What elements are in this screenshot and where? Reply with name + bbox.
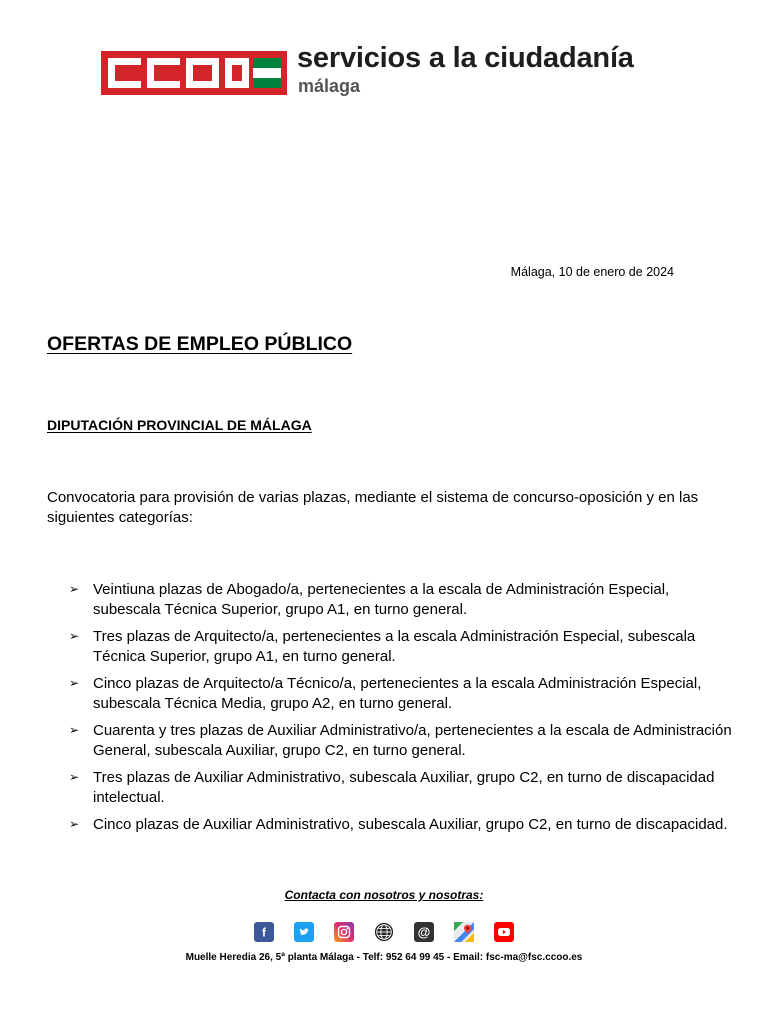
arrow-bullet-icon: ➢ <box>69 629 80 643</box>
brand-title: servicios a la ciudadanía <box>297 42 634 74</box>
arrow-bullet-icon: ➢ <box>69 817 80 831</box>
list-item <box>69 627 733 666</box>
instagram-icon[interactable] <box>334 922 354 942</box>
ccoo-logo-graphic <box>101 51 287 95</box>
positions-list <box>0 580 768 843</box>
facebook-icon[interactable] <box>254 922 274 942</box>
arrow-bullet-icon: ➢ <box>69 723 80 737</box>
arrow-bullet-icon: ➢ <box>69 582 80 596</box>
youtube-icon[interactable] <box>494 922 514 942</box>
web-globe-icon[interactable] <box>374 922 394 942</box>
list-item-text: Veintiuna plazas de Abogado/a, pertenecientes a la escala de Administración Especial, subescala Técnica Superior, grupo A1, en turno general. <box>93 581 670 618</box>
arrow-bullet-icon: ➢ <box>69 676 80 690</box>
footer-contact-line: Muelle Heredia 26, 5ª planta Málaga - Telf: 952 64 99 45 - Email: fsc-ma@fsc.ccoo.es <box>185 952 583 963</box>
page-title: OFERTAS DE EMPLEO PÚBLICO <box>47 333 353 355</box>
list-item <box>69 815 733 835</box>
list-item-text: Cinco plazas de Auxiliar Administrativo, subescala Auxiliar, grupo C2, en turno de discapacidad. <box>93 816 728 833</box>
document-date: Málaga, 10 de enero de 2024 <box>510 265 674 279</box>
brand-subtitle: málaga <box>298 76 361 96</box>
email-at-icon[interactable] <box>414 922 434 942</box>
organization-heading: DIPUTACIÓN PROVINCIAL DE MÁLAGA <box>47 417 312 433</box>
intro-paragraph: Convocatoria para provisión de varias plazas, mediante el sistema de concurso-oposición y en las siguientes categorías: <box>47 489 699 526</box>
twitter-icon[interactable] <box>294 922 314 942</box>
list-item-text: Tres plazas de Auxiliar Administrativo, subescala Auxiliar, grupo C2, en turno de discapacidad intelectual. <box>93 769 715 806</box>
contact-title: Contacta con nosotros y nosotras: <box>284 888 484 902</box>
svg-text:f: f <box>262 925 266 940</box>
list-item <box>69 721 733 760</box>
list-item <box>69 580 733 619</box>
list-item <box>69 674 733 713</box>
svg-text:@: @ <box>417 924 431 940</box>
list-item-text: Tres plazas de Arquitecto/a, pertenecientes a la escala Administración Especial, subescala Técnica Superior, grupo A1, en turno general. <box>93 628 696 665</box>
list-item-text: Cuarenta y tres plazas de Auxiliar Administrativo/a, pertenecientes a la escala de Administración General, subescala Auxiliar, grupo C2, en turno general. <box>93 722 732 759</box>
list-item-text: Cinco plazas de Arquitecto/a Técnico/a, pertenecientes a la escala Administración Especial, subescala Técnica Media, grupo A2, en turno general. <box>93 675 702 712</box>
list-item <box>69 768 733 807</box>
arrow-bullet-icon: ➢ <box>69 770 80 784</box>
social-icons <box>254 922 514 942</box>
ccoo-logo <box>101 51 287 95</box>
maps-icon[interactable] <box>454 922 474 942</box>
